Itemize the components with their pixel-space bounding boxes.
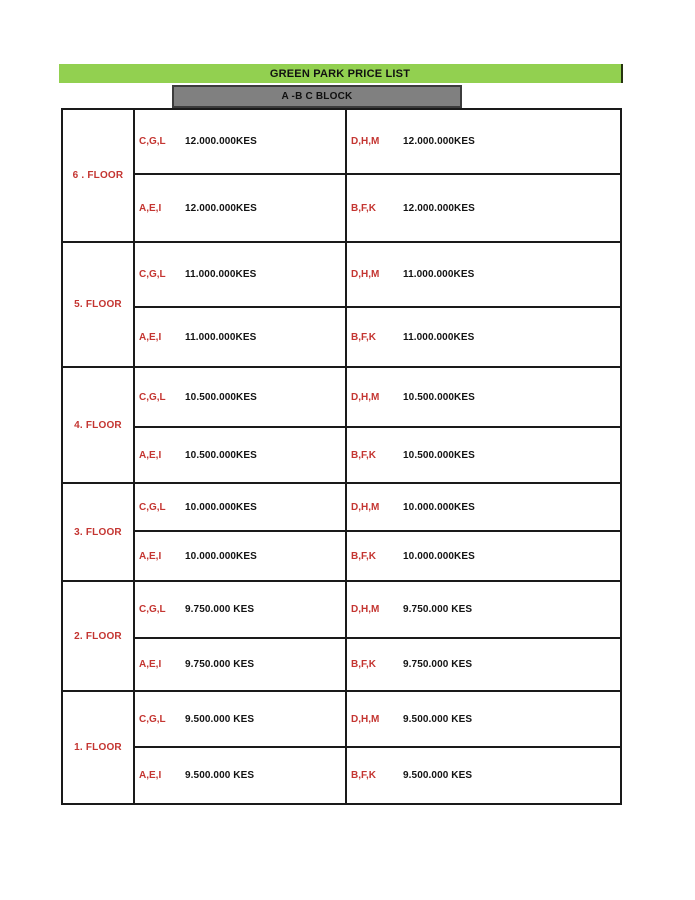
price-cell xyxy=(347,428,620,484)
unit-group-label: D,H,M xyxy=(351,391,380,403)
price-cell xyxy=(135,368,347,428)
unit-group-label: B,F,K xyxy=(351,659,376,670)
unit-price: 10.500.000KES xyxy=(185,391,257,403)
floor-label-cell-6 xyxy=(63,110,135,243)
unit-price: 11.000.000KES xyxy=(403,331,475,343)
unit-group-label: C,G,L xyxy=(139,604,166,615)
page-title: GREEN PARK PRICE LIST xyxy=(269,67,411,80)
unit-group-label: B,F,K xyxy=(351,331,376,343)
price-cell xyxy=(135,484,347,532)
unit-group-label: D,H,M xyxy=(351,136,380,147)
floor-label: 2. FLOOR xyxy=(74,630,122,642)
price-cell xyxy=(347,532,620,582)
floor-label-cell-1 xyxy=(63,692,135,803)
unit-price: 9.750.000 KES xyxy=(403,604,473,615)
floor-label: 6 . FLOOR xyxy=(72,170,124,181)
price-cell xyxy=(135,639,347,692)
unit-group-label: B,F,K xyxy=(351,202,376,214)
price-cell xyxy=(135,428,347,484)
price-cell xyxy=(347,582,620,639)
price-cell xyxy=(347,368,620,428)
unit-group-label: D,H,M xyxy=(351,713,380,725)
price-cell xyxy=(347,692,620,748)
unit-price: 12.000.000KES xyxy=(403,136,475,147)
floor-label: 1. FLOOR xyxy=(74,742,122,753)
unit-group-label: A,E,I xyxy=(139,449,162,461)
price-cell xyxy=(135,243,347,308)
unit-group-label: C,G,L xyxy=(139,713,166,725)
unit-price: 9.750.000 KES xyxy=(185,604,255,615)
unit-price: 10.000.000KES xyxy=(185,550,257,562)
price-cell xyxy=(347,748,620,803)
unit-price: 10.000.000KES xyxy=(403,501,475,513)
unit-price: 10.500.000KES xyxy=(403,449,475,461)
price-cell xyxy=(347,243,620,308)
floor-label: 4. FLOOR xyxy=(74,419,122,431)
unit-price: 9.750.000 KES xyxy=(185,659,255,670)
unit-price: 9.500.000 KES xyxy=(185,713,255,725)
price-cell xyxy=(135,532,347,582)
unit-group-label: D,H,M xyxy=(351,501,380,513)
floor-label-cell-2 xyxy=(63,582,135,692)
price-cell xyxy=(135,175,347,243)
unit-price: 9.500.000 KES xyxy=(185,770,255,781)
price-cell xyxy=(347,175,620,243)
unit-price: 12.000.000KES xyxy=(185,136,257,147)
price-cell xyxy=(347,639,620,692)
unit-price: 11.000.000KES xyxy=(403,269,475,280)
price-cell xyxy=(347,308,620,368)
price-cell xyxy=(347,110,620,175)
unit-price: 9.500.000 KES xyxy=(403,770,473,781)
unit-group-label: A,E,I xyxy=(139,550,162,562)
price-cell xyxy=(135,582,347,639)
unit-group-label: D,H,M xyxy=(351,604,380,615)
unit-price: 11.000.000KES xyxy=(185,331,257,343)
floor-label: 5. FLOOR xyxy=(74,299,122,310)
unit-group-label: B,F,K xyxy=(351,770,376,781)
unit-price: 10.000.000KES xyxy=(185,501,257,513)
unit-group-label: C,G,L xyxy=(139,136,166,147)
unit-price: 10.500.000KES xyxy=(185,449,257,461)
price-list-title-bar xyxy=(59,64,623,83)
unit-price: 9.750.000 KES xyxy=(403,659,473,670)
floor-label: 3. FLOOR xyxy=(74,526,122,538)
floor-label-cell-4 xyxy=(63,368,135,484)
unit-group-label: C,G,L xyxy=(139,269,166,280)
unit-group-label: D,H,M xyxy=(351,269,380,280)
unit-group-label: C,G,L xyxy=(139,501,166,513)
price-cell xyxy=(347,484,620,532)
floor-label-cell-5 xyxy=(63,243,135,368)
unit-price: 10.000.000KES xyxy=(403,550,475,562)
unit-group-label: A,E,I xyxy=(139,659,162,670)
unit-price: 12.000.000KES xyxy=(185,202,257,214)
price-cell xyxy=(135,110,347,175)
block-banner-label: A -B C BLOCK xyxy=(281,91,353,102)
block-banner xyxy=(172,85,462,108)
unit-group-label: C,G,L xyxy=(139,391,166,403)
unit-price: 9.500.000 KES xyxy=(403,713,473,725)
price-cell xyxy=(135,692,347,748)
price-cell xyxy=(135,308,347,368)
unit-group-label: A,E,I xyxy=(139,770,162,781)
unit-group-label: A,E,I xyxy=(139,331,162,343)
price-cell xyxy=(135,748,347,803)
price-table xyxy=(61,108,622,805)
unit-price: 11.000.000KES xyxy=(185,269,257,280)
floor-label-cell-3 xyxy=(63,484,135,582)
unit-price: 12.000.000KES xyxy=(403,202,475,214)
unit-group-label: B,F,K xyxy=(351,449,376,461)
unit-price: 10.500.000KES xyxy=(403,391,475,403)
unit-group-label: B,F,K xyxy=(351,550,376,562)
unit-group-label: A,E,I xyxy=(139,202,162,214)
